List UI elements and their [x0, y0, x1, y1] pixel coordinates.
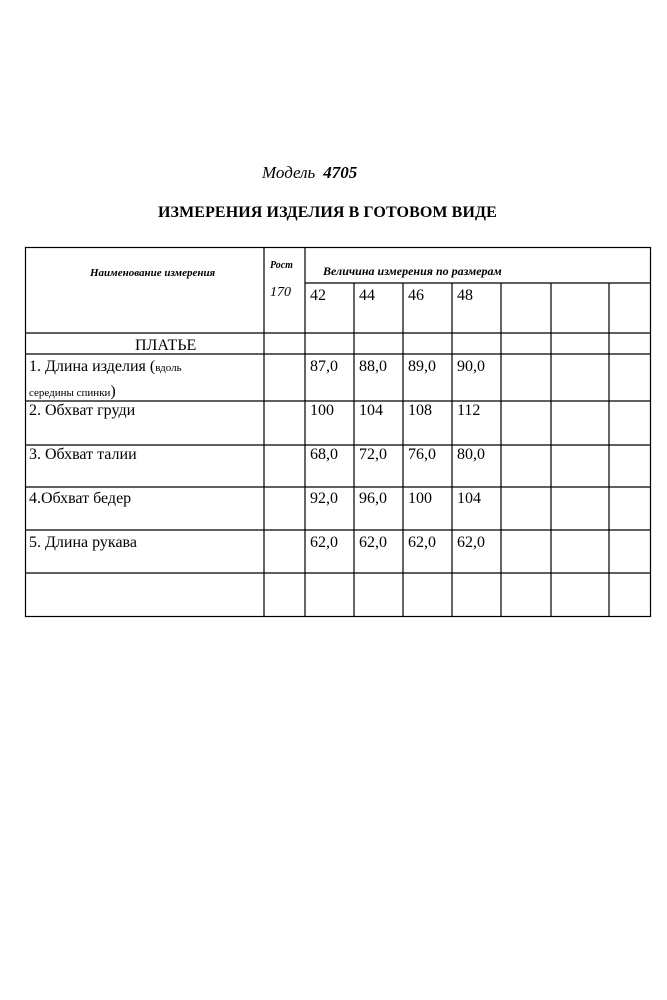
document-title: ИЗМЕРЕНИЯ ИЗДЕЛИЯ В ГОТОВОМ ВИДЕ — [158, 204, 497, 221]
row-label-close: ) — [110, 383, 116, 400]
table-cell: 108 — [408, 402, 432, 419]
size-header: 48 — [457, 287, 473, 304]
table-cell: 87,0 — [310, 358, 338, 375]
size-header: 44 — [359, 287, 375, 304]
row-label: 5. Длина рукава — [29, 534, 137, 551]
model-label: Модель — [262, 163, 316, 182]
size-header: 46 — [408, 287, 424, 304]
table-cell: 92,0 — [310, 490, 338, 507]
row-label-note: вдоль — [155, 362, 182, 374]
row-label — [29, 358, 182, 376]
table-grid — [25, 247, 651, 617]
table-cell: 62,0 — [408, 534, 436, 551]
model-number: 4705 — [323, 163, 358, 182]
row-label: 4.Обхват бедер — [29, 490, 132, 507]
table-cell: 90,0 — [457, 358, 485, 375]
measurement-table — [25, 247, 651, 617]
table-cell: 80,0 — [457, 446, 485, 463]
size-header: 42 — [310, 287, 326, 304]
table-cell: 62,0 — [457, 534, 485, 551]
table-cell: 62,0 — [310, 534, 338, 551]
table-cell: 89,0 — [408, 358, 436, 375]
table-cell: 88,0 — [359, 358, 387, 375]
column-header-rost: Рост — [270, 260, 293, 271]
table-cell: 96,0 — [359, 490, 387, 507]
table-cell: 100 — [408, 490, 432, 507]
column-header-sizes: Величина измерения по размерам — [323, 264, 502, 278]
model-line — [262, 163, 357, 183]
row-label-text: 1. Длина изделия ( — [29, 358, 156, 375]
row-label: 2. Обхват груди — [29, 402, 136, 419]
row-label-note-2: середины спинки — [29, 387, 111, 399]
table-cell: 104 — [457, 490, 481, 507]
column-header-name: Наименование измерения — [90, 267, 216, 279]
table-cell: 68,0 — [310, 446, 338, 463]
table-cell: 104 — [359, 402, 383, 419]
table-cell: 76,0 — [408, 446, 436, 463]
section-title: ПЛАТЬЕ — [135, 337, 197, 354]
table-cell: 112 — [457, 402, 481, 419]
row-label-continued — [29, 383, 116, 401]
table-cell: 72,0 — [359, 446, 387, 463]
rost-value: 170 — [270, 285, 291, 300]
table-cell: 62,0 — [359, 534, 387, 551]
table-cell: 100 — [310, 402, 334, 419]
row-label: 3. Обхват талии — [29, 446, 137, 463]
